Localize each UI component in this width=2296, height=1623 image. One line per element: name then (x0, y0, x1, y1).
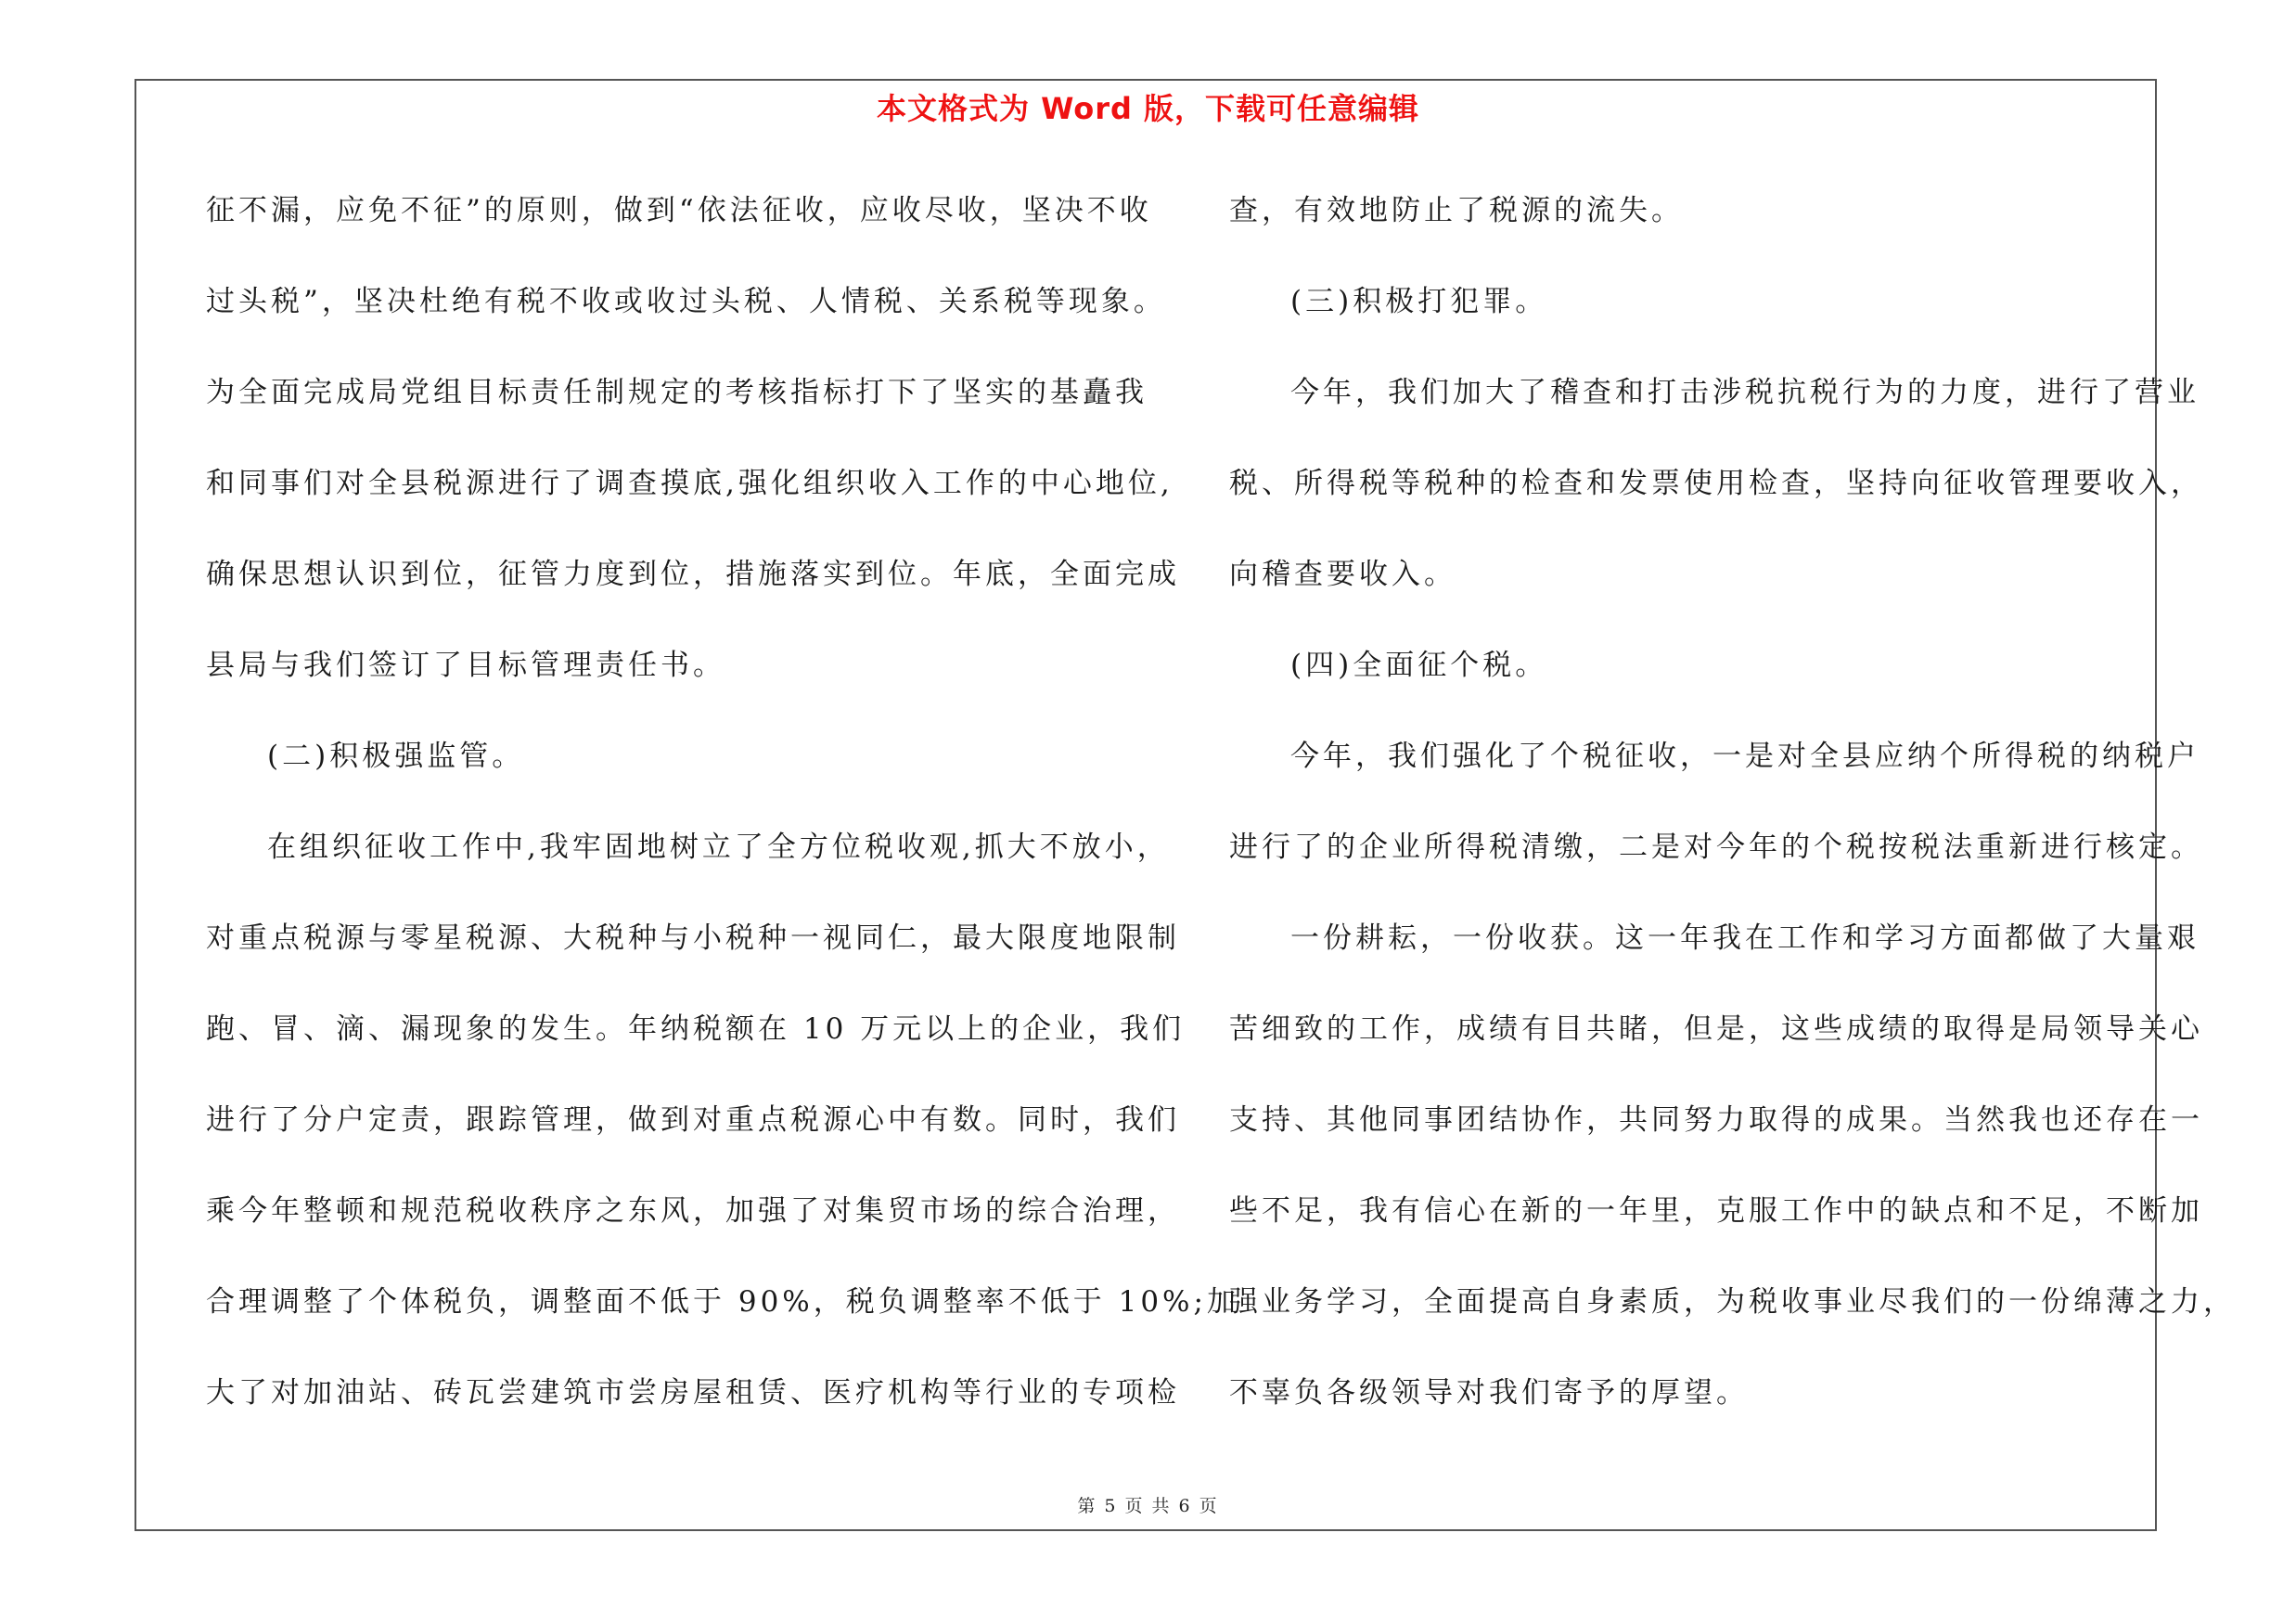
text-line: 为全面完成局党组目标责任制规定的考核指标打下了坚实的基矗我 (206, 376, 1148, 409)
text-line: 税、所得税等税种的检查和发票使用检查，坚持向征收管理要收入， (1229, 467, 2203, 500)
section-heading: (三)积极打犯罪。 (1290, 285, 1548, 318)
text-line: 乘今年整顿和规范税收秩序之东风，加强了对集贸市场的综合治理， (206, 1194, 1180, 1228)
text-line: 不辜负各级领导对我们寄予的厚望。 (1229, 1376, 1749, 1410)
text-line: 强业务学习，全面提高自身素质，为税收事业尽我们的一份绵薄之力， (1229, 1285, 2236, 1319)
right-text-column (1229, 183, 2236, 1456)
text-line: 进行了分户定责，跟踪管理，做到对重点税源心中有数。同时，我们 (206, 1103, 1180, 1137)
section-heading: (二)积极强监管。 (267, 740, 525, 773)
text-line: 些不足，我有信心在新的一年里，克服工作中的缺点和不足，不断加 (1229, 1194, 2203, 1228)
text-line: 支持、其他同事团结协作，共同努力取得的成果。当然我也还存在一 (1229, 1103, 2203, 1137)
text-line: 查，有效地防止了税源的流失。 (1229, 194, 1684, 227)
paragraph-first-line: 今年，我们加大了稽查和打击涉税抗税行为的力度，进行了营业 (1290, 376, 2200, 409)
text-line: 过头税”，坚决杜绝有税不收或收过头税、人情税、关系税等现象。 (206, 285, 1166, 318)
text-line: 和同事们对全县税源进行了调查摸底,强化组织收入工作的中心地位, (206, 467, 1174, 500)
text-line: 大了对加油站、砖瓦尝建筑市尝房屋租赁、医疗机构等行业的专项检 (206, 1376, 1180, 1410)
text-line: 苦细致的工作，成绩有目共睹，但是，这些成绩的取得是局领导关心 (1229, 1012, 2203, 1046)
paragraph-first-line: 一份耕耘，一份收获。这一年我在工作和学习方面都做了大量艰 (1290, 921, 2200, 955)
text-line: 向稽查要收入。 (1229, 558, 1456, 591)
text-line: 合理调整了个体税负，调整面不低于 90%，税负调整率不低于 10%;加 (206, 1285, 1239, 1319)
page-number-footer (0, 1492, 2296, 1520)
text-line: 县局与我们签订了目标管理责任书。 (206, 649, 725, 682)
text-line: 对重点税源与零星税源、大税种与小税种一视同仁，最大限度地限制 (206, 921, 1180, 955)
section-heading: (四)全面征个税。 (1290, 649, 1548, 682)
left-text-column (206, 183, 1239, 1456)
paragraph-first-line: 今年，我们强化了个税征收，一是对全县应纳个所得税的纳税户 (1290, 740, 2200, 773)
document-header-title: 本文格式为 Word 版，下载可任意编辑 (876, 91, 1420, 126)
page-number-label: 第 5 页 共 6 页 (1077, 1496, 1219, 1516)
text-line: 进行了的企业所得税清缴，二是对今年的个税按税法重新进行核定。 (1229, 831, 2203, 864)
paragraph-first-line: 在组织征收工作中,我牢固地树立了全方位税收观,抓大不放小， (267, 831, 1170, 864)
text-line: 确保思想认识到位，征管力度到位，措施落实到位。年底，全面完成 (206, 558, 1180, 591)
text-line: 征不漏，应免不征”的原则，做到“依法征收，应收尽收，坚决不收 (206, 194, 1152, 227)
text-line: 跑、冒、滴、漏现象的发生。年纳税额在 10 万元以上的企业，我们 (206, 1012, 1186, 1046)
